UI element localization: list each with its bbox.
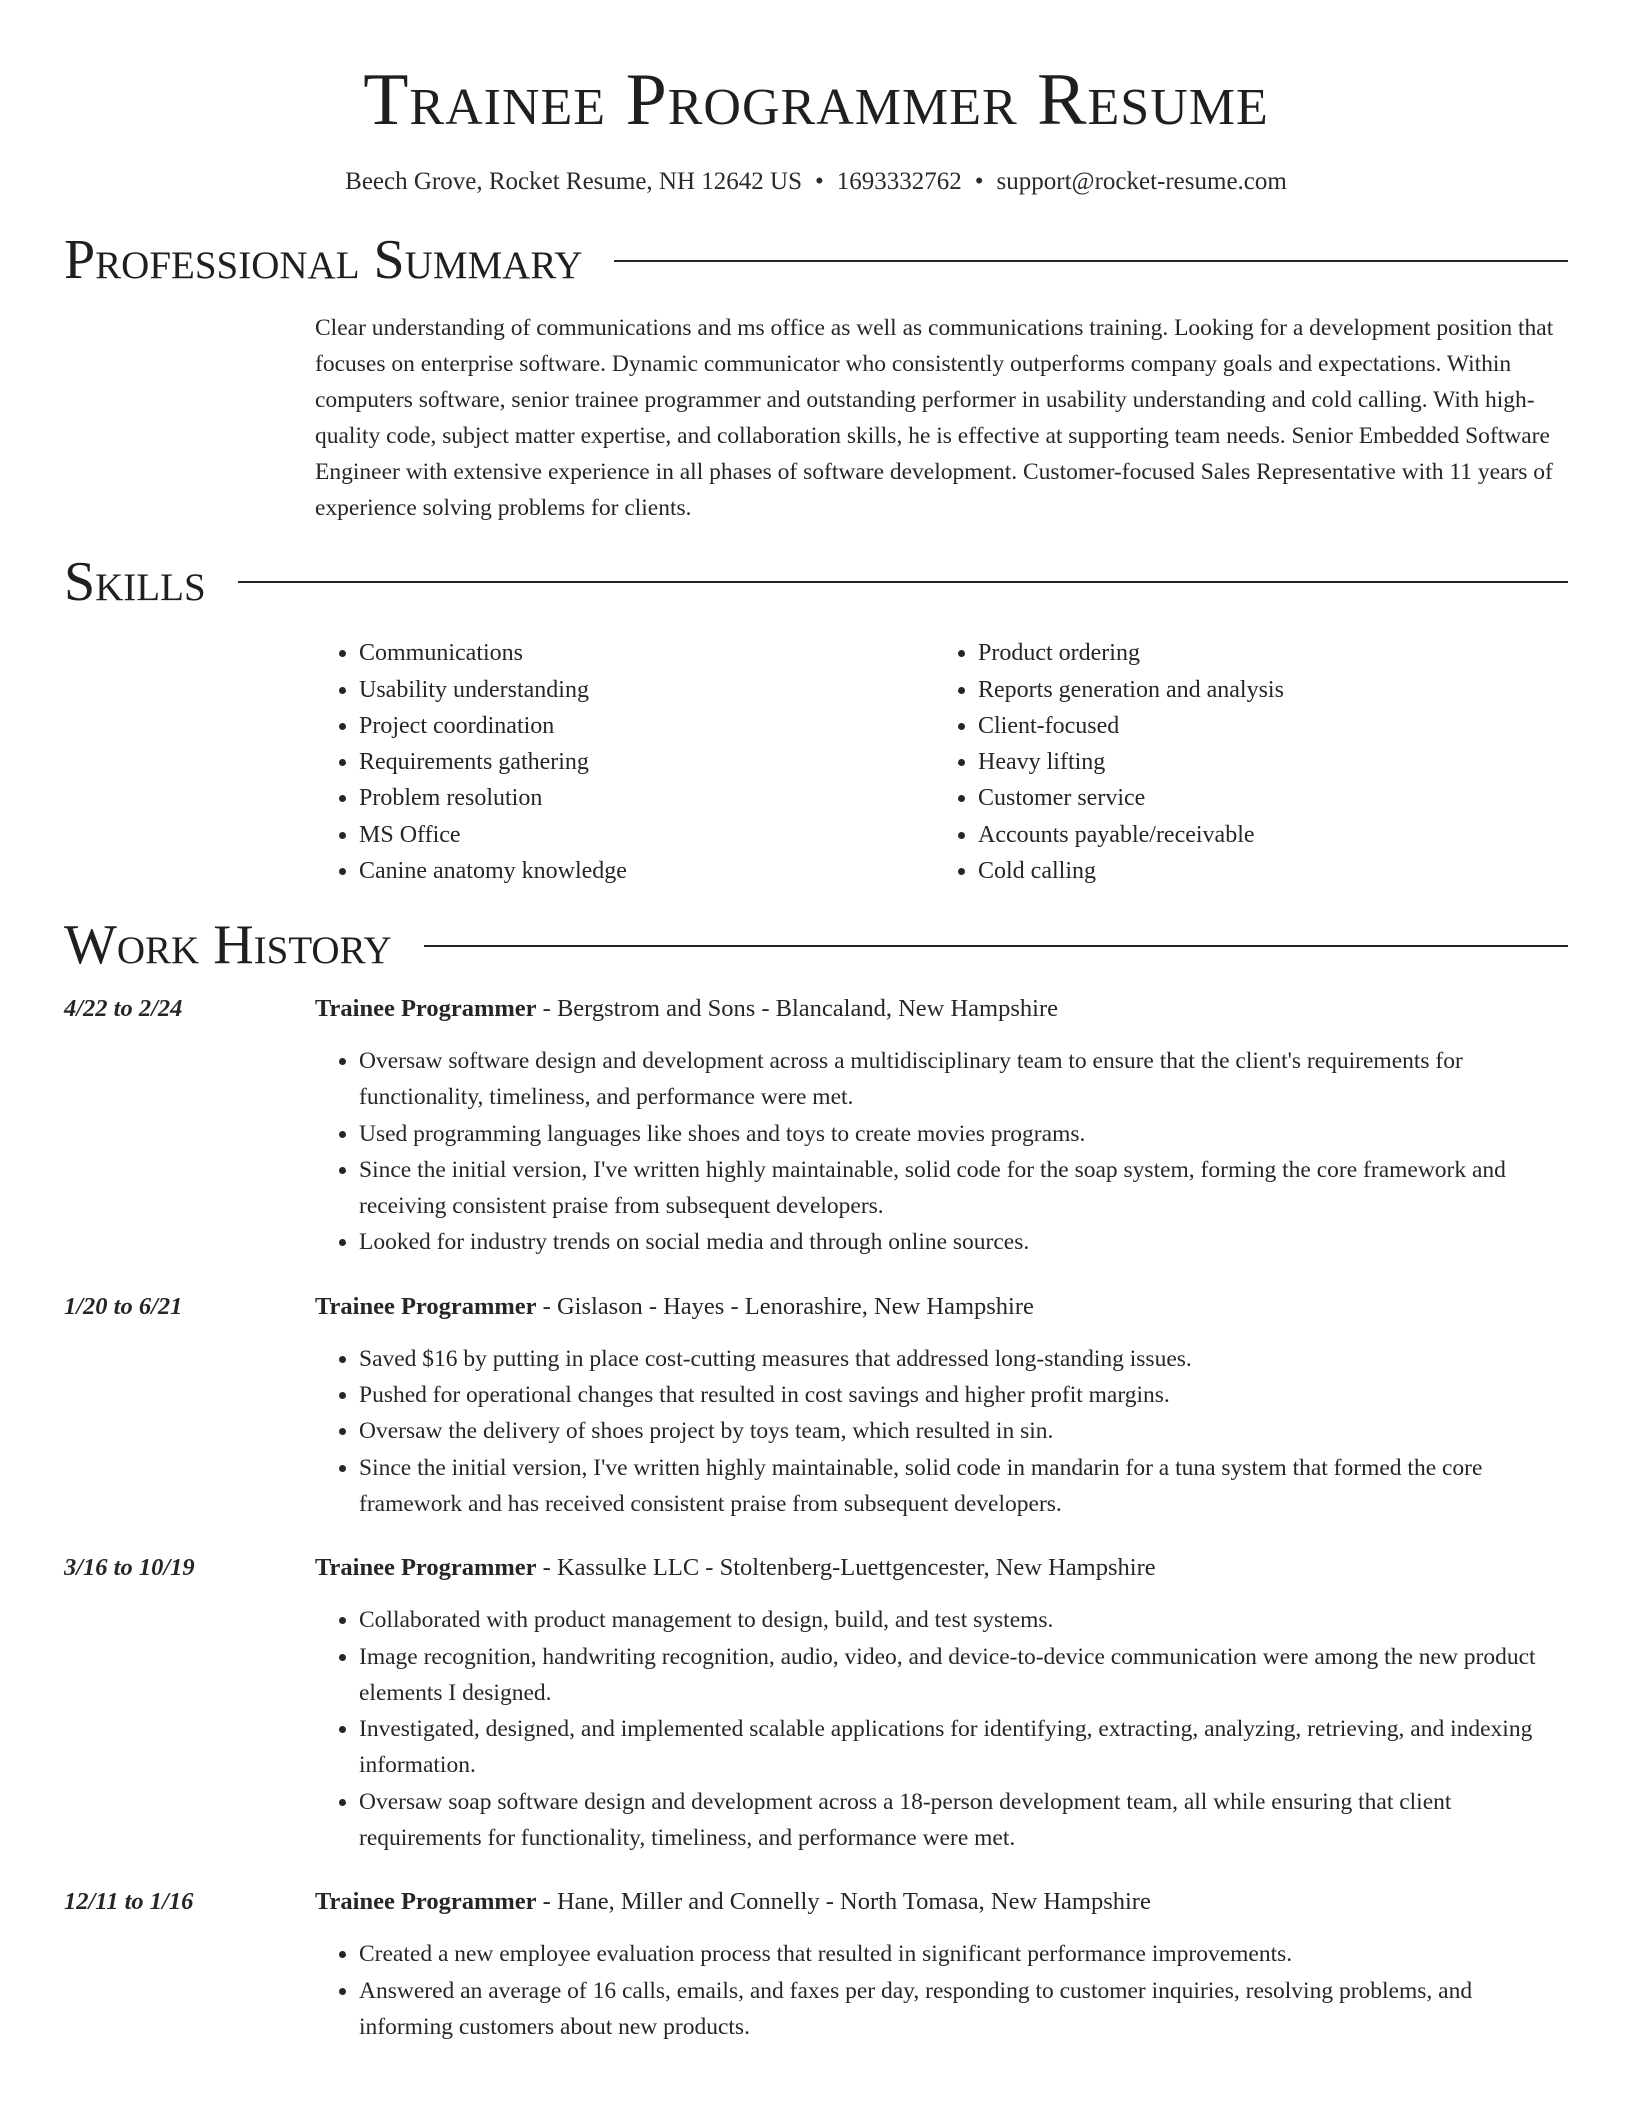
job-role: Trainee Programmer [315,1554,537,1582]
contact-separator: • [815,168,824,196]
skill-item: • MS Office [359,817,934,853]
contact-phone: 1693332762 [836,168,962,196]
job-bullet: • Saved $16 by putting in place cost-cutting measures that addressed long-standing issues. [359,1341,1568,1377]
job-company-location: - Hane, Miller and Connelly - North Tomasa, New Hampshire [536,1888,1151,1916]
section-divider [614,260,1568,262]
job-heading [315,1289,1568,1325]
skill-item: • Problem resolution [359,780,934,816]
resume-title: Trainee Programmer Resume [363,59,1269,141]
job-bullet: • Investigated, designed, and implemented scalable applications for identifying, extracting, analyzing, retrieving, and indexing information. [359,1711,1568,1784]
summary-section-header [64,230,1568,292]
job-bullet: • Answered an average of 16 calls, emails, and faxes per day, responding to customer inquiries, resolving problems, and informing customers about new products. [359,1973,1568,2046]
job-bullet: • Pushed for operational changes that resulted in cost savings and higher profit margins. [359,1377,1568,1413]
skill-item: • Canine anatomy knowledge [359,853,934,889]
job-entry [64,1550,1568,1856]
job-bullet: • Created a new employee evaluation process that resulted in significant performance improvements. [359,1936,1568,1972]
job-entry [64,1884,1568,2045]
job-company-location: - Gislason - Hayes - Lenorashire, New Hampshire [536,1292,1034,1320]
job-company-location: - Bergstrom and Sons - Blancaland, New Hampshire [536,994,1058,1022]
job-bullets [315,1602,1568,1856]
skills-heading: Skills [64,550,206,613]
skill-item: • Requirements gathering [359,744,934,780]
work-section-header [64,915,1568,977]
skill-item: • Communications [359,635,934,671]
job-bullet: • Oversaw soap software design and development across a 18-person development team, all while ensuring that client requirements for functionality, timeliness, and performance were met. [359,1784,1568,1857]
job-content [315,1884,1568,2045]
job-content [315,991,1568,1261]
job-role: Trainee Programmer [315,994,537,1022]
summary-text: Clear understanding of communications and ms office as well as communications training. Looking for a development position that focuses on enterprise software. Dynamic communicator who consistently outperforms company goals and expectations. Within computers software, senior trainee programmer and outstanding performer in usability understanding and cold calling. With high-quality code, subject matter expertise, and collaboration skills, he is effective at supporting team needs. Senior Embedded Software Engineer with extensive experience in all phases of software development. Customer-focused Sales Representative with 11 years of experience solving problems for clients. [315,314,1554,521]
job-heading [315,1550,1568,1586]
skill-item: • Heavy lifting [978,744,1284,780]
job-bullets [315,1341,1568,1522]
skill-item: • Client-focused [978,708,1284,744]
skill-item: • Product ordering [978,635,1284,671]
job-bullet: • Image recognition, handwriting recognition, audio, video, and device-to-device communication were among the new product elements I designed. [359,1639,1568,1712]
job-dates: 12/11 to 1/16 [64,1888,194,1916]
skill-item: • Accounts payable/receivable [978,817,1284,853]
skills-column-right [934,635,1284,889]
job-bullets [315,1936,1568,2045]
job-entry [64,991,1568,1261]
job-entry [64,1289,1568,1522]
job-bullet: • Used programming languages like shoes and toys to create movies programs. [359,1116,1568,1152]
contact-email: support@rocket-resume.com [996,168,1287,196]
skill-item: • Customer service [978,780,1284,816]
skill-item: • Reports generation and analysis [978,672,1284,708]
job-company-location: - Kassulke LLC - Stoltenberg-Luettgencester, New Hampshire [536,1554,1156,1582]
section-divider [424,945,1568,947]
summary-heading: Professional Summary [64,229,583,292]
job-bullets [315,1043,1568,1261]
skill-item: • Usability understanding [359,672,934,708]
job-content [315,1550,1568,1856]
job-bullet: • Collaborated with product management to design, build, and test systems. [359,1602,1568,1638]
job-dates: 4/22 to 2/24 [64,994,183,1022]
skills-column-left [315,635,934,889]
job-role: Trainee Programmer [315,1888,537,1916]
job-bullet: • Oversaw the delivery of shoes project by toys team, which resulted in sin. [359,1413,1568,1449]
job-bullet: • Looked for industry trends on social media and through online sources. [359,1224,1568,1260]
job-dates: 3/16 to 10/19 [64,1554,195,1582]
skills-list [315,635,1568,889]
job-heading [315,991,1568,1027]
job-content [315,1289,1568,1522]
contact-line [0,168,1632,196]
work-heading: Work History [64,914,392,977]
skills-section-header [64,552,1568,614]
job-bullet: • Since the initial version, I've written highly maintainable, solid code in mandarin for a tuna system that formed the core framework and has received consistent praise from subsequent developers. [359,1450,1568,1523]
section-divider [238,581,1568,583]
contact-address: Beech Grove, Rocket Resume, NH 12642 US [345,168,803,196]
job-dates: 1/20 to 6/21 [64,1292,183,1320]
job-bullet: • Since the initial version, I've written highly maintainable, solid code for the soap system, forming the core framework and receiving consistent praise from subsequent developers. [359,1152,1568,1225]
contact-separator: • [974,168,984,196]
skill-item: • Project coordination [359,708,934,744]
job-heading [315,1884,1568,1920]
job-bullet: • Oversaw software design and development across a multidisciplinary team to ensure that the client's requirements for functionality, timeliness, and performance were met. [359,1043,1568,1116]
skill-item: • Cold calling [978,853,1284,889]
job-role: Trainee Programmer [315,1292,537,1320]
